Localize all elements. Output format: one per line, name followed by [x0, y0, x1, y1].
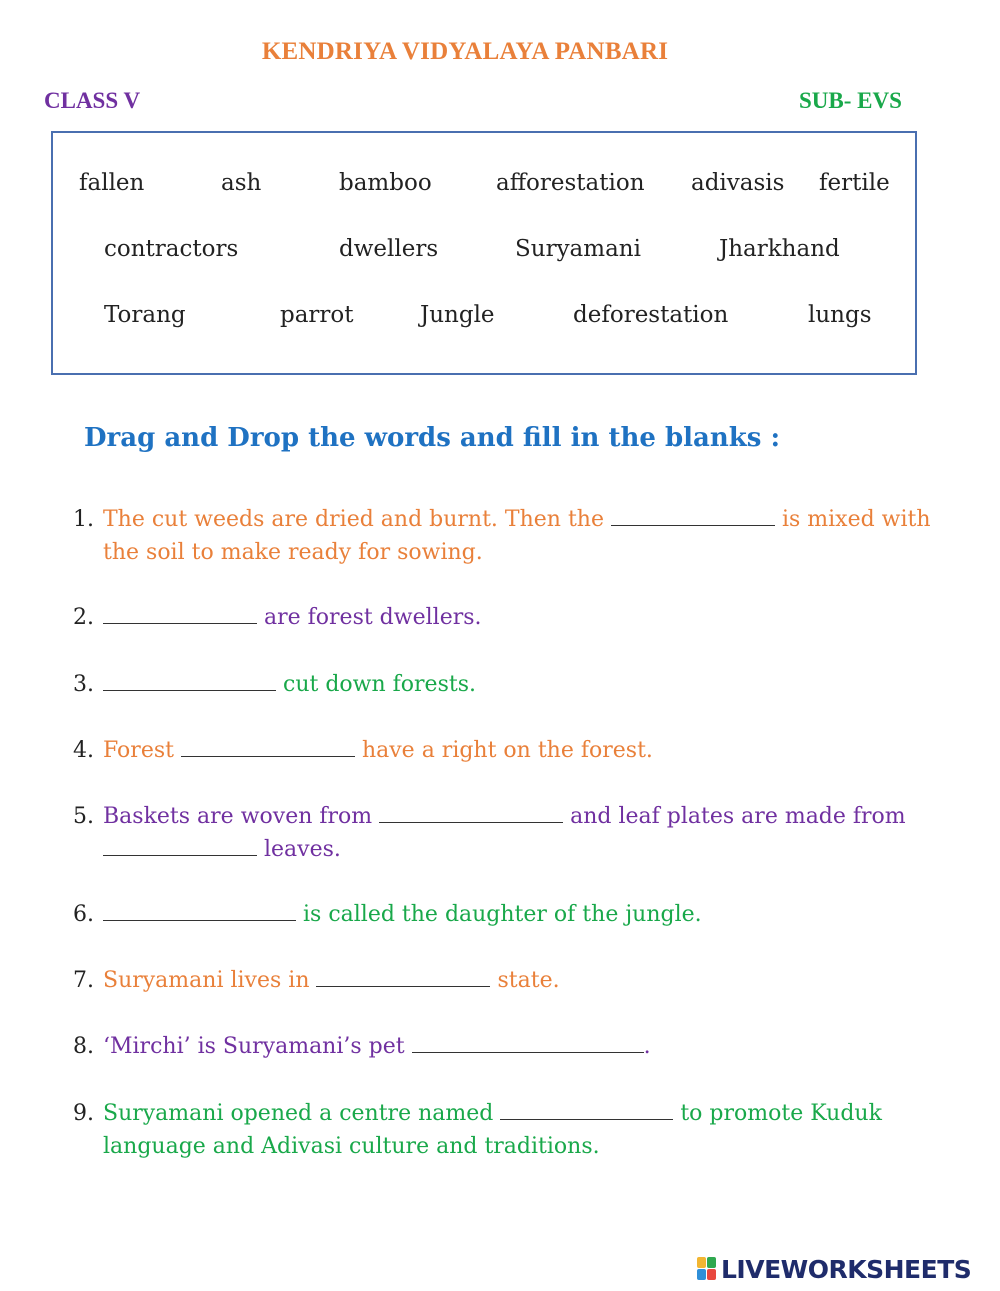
word-chip[interactable]: fertile: [819, 170, 890, 196]
question-text: The cut weeds are dried and burnt. Then the: [103, 507, 611, 532]
question-number: 1.: [73, 507, 94, 532]
word-chip[interactable]: ash: [221, 170, 262, 196]
word-chip[interactable]: contractors: [104, 236, 239, 262]
subject-label: SUB- EVS: [799, 88, 902, 113]
liveworksheets-mark-icon: [697, 1257, 717, 1281]
question-text: is mixed with: [774, 507, 931, 532]
question-text: leaves.: [257, 837, 341, 862]
question-number: 2.: [73, 605, 94, 630]
question-text: Suryamani lives in: [103, 968, 317, 993]
question-text: .: [643, 1034, 651, 1059]
word-chip[interactable]: bamboo: [339, 170, 432, 196]
word-chip[interactable]: fallen: [79, 170, 145, 196]
liveworksheets-logo[interactable]: [697, 1253, 971, 1285]
question-text: and leaf plates are made from: [563, 804, 906, 829]
question-number: 9.: [73, 1101, 94, 1126]
answer-blank[interactable]: [316, 968, 490, 987]
answer-blank[interactable]: [103, 837, 257, 856]
answer-blank[interactable]: [412, 1034, 644, 1053]
logo-text: LIVEWORKSHEETS: [721, 1254, 972, 1284]
question-number: 7.: [73, 968, 94, 993]
word-chip[interactable]: deforestation: [573, 302, 729, 328]
word-chip[interactable]: Jharkhand: [719, 236, 840, 262]
question-number: 5.: [73, 804, 94, 829]
question-text: cut down forests.: [276, 672, 476, 697]
word-chip[interactable]: Suryamani: [515, 236, 641, 262]
question-number: 8.: [73, 1034, 94, 1059]
word-chip[interactable]: Torang: [104, 302, 186, 328]
question-text: language and Adivasi culture and traditions.: [103, 1134, 600, 1159]
answer-blank[interactable]: [103, 902, 296, 921]
answer-blank[interactable]: [103, 605, 257, 624]
question-text: to promote Kuduk: [673, 1101, 882, 1126]
question-text: Suryamani opened a centre named: [103, 1101, 501, 1126]
school-title: KENDRIYA VIDYALAYA PANBARI: [261, 38, 669, 65]
word-chip[interactable]: afforestation: [496, 170, 645, 196]
instruction-heading: Drag and Drop the words and fill in the blanks :: [84, 423, 781, 453]
question-text: state.: [490, 968, 560, 993]
question-number: 3.: [73, 672, 94, 697]
word-chip[interactable]: Jungle: [420, 302, 495, 328]
word-chip[interactable]: adivasis: [691, 170, 785, 196]
answer-blank[interactable]: [500, 1101, 673, 1120]
class-label: CLASS V: [44, 88, 141, 113]
word-bank: [51, 131, 917, 375]
question-text: is called the daughter of the jungle.: [296, 902, 702, 927]
answer-blank[interactable]: [379, 804, 563, 823]
question-number: 4.: [73, 738, 94, 763]
question-text: the soil to make ready for sowing.: [103, 540, 483, 565]
question-text: Forest: [103, 738, 181, 763]
question-number: 6.: [73, 902, 94, 927]
answer-blank[interactable]: [611, 507, 775, 526]
question-text: ‘Mirchi’ is Suryamani’s pet: [103, 1034, 412, 1059]
answer-blank[interactable]: [181, 738, 355, 757]
word-chip[interactable]: parrot: [280, 302, 354, 328]
answer-blank[interactable]: [103, 672, 276, 691]
question-text: have a right on the forest.: [354, 738, 653, 763]
word-chip[interactable]: dwellers: [339, 236, 439, 262]
question-text: are forest dwellers.: [257, 605, 482, 630]
word-chip[interactable]: lungs: [808, 302, 872, 328]
question-text: Baskets are woven from: [103, 804, 380, 829]
